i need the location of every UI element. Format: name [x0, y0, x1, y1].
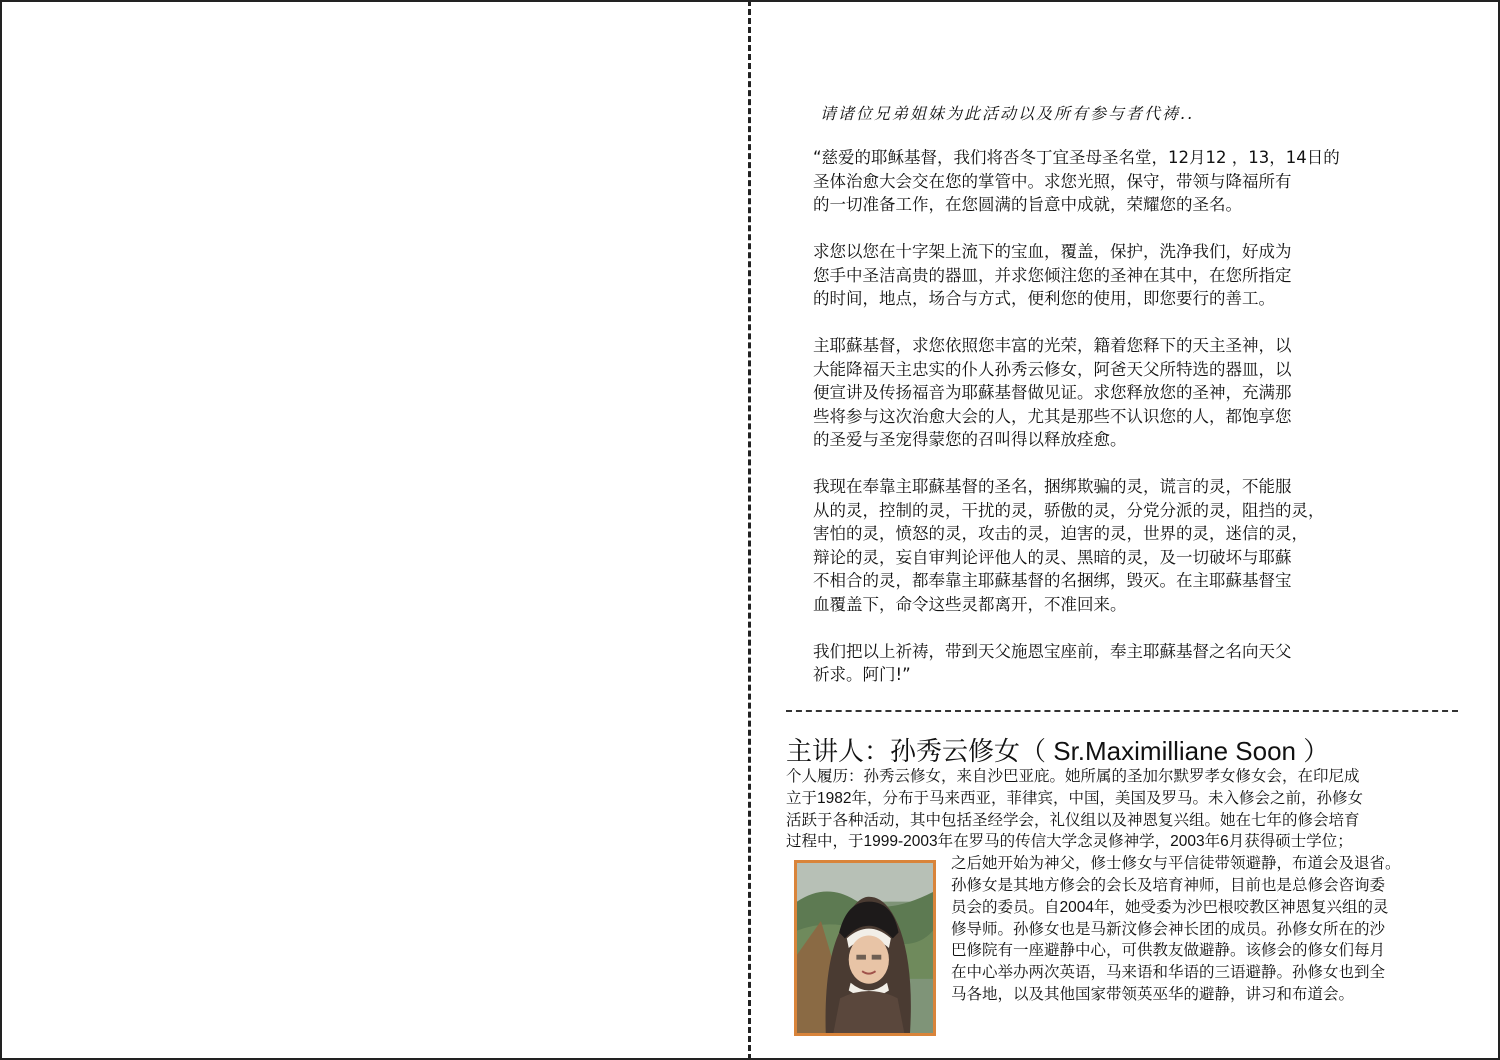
prayer-paragraph: 求您以您在十字架上流下的宝血，覆盖，保护，洗净我们，好成为 您手中圣洁高贵的器皿，并求您倾注您的圣神在其中，在您所指定 的时间，地点，场合与方式，便利您的使用，即您要行的善工。 — [813, 242, 1292, 308]
right-page — [786, 0, 1476, 1060]
prayer-text — [813, 146, 1413, 710]
intro-request: 请诸位兄弟姐妹为此活动以及所有参与者代祷.. — [820, 104, 1195, 123]
fold-dashed-line — [748, 0, 751, 1060]
bio-line: 孙修女是其地方修会的会长及培育神师，目前也是总修会咨询委 — [951, 876, 1386, 894]
prayer-paragraph: 我们把以上祈祷，带到天父施恩宝座前，奉主耶蘇基督之名向天父 祈求。阿门!” — [813, 641, 1292, 684]
bio-line: 修导师。孙修女也是马新汶修会神长团的成员。孙修女所在的沙 — [951, 920, 1386, 938]
bio-line: 在中心举办两次英语，马来语和华语的三语避静。孙修女也到全 — [951, 964, 1386, 982]
bio-line: 之后她开始为神父，修士修女与平信徒带领避静，布道会及退省。 — [951, 855, 1401, 873]
speaker-photo — [794, 860, 936, 1036]
speaker-title: 主讲人：孙秀云修女（ Sr.Maximilliane Soon ） — [786, 736, 1330, 766]
portrait-illustration — [797, 863, 933, 1033]
prayer-paragraph: 主耶蘇基督，求您依照您丰富的光荣，籍着您释下的天主圣神，以 大能降福天主忠实的仆人孙秀云修女，阿爸天父所特选的器皿，以 便宣讲及传扬福音为耶蘇基督做见证。求您释放您的圣神，充满那 些将参与这次治愈大会的人，尤其是那些不认识您的人，都饱享您 的圣爱与圣宠得蒙您的召叫得以释放痊愈。 — [813, 336, 1292, 449]
bio-line: 过程中，于1999-2003年在罗马的传信大学念灵修神学，2003年6月获得硕士学位； — [786, 833, 1353, 851]
bio-line: 立于1982年，分布于马来西亚，菲律宾，中国，美国及罗马。未入修会之前，孙修女 — [786, 789, 1363, 807]
bio-line: 员会的委员。自2004年，她受委为沙巴根咬教区神恩复兴组的灵 — [951, 898, 1389, 916]
prayer-paragraph: 我现在奉靠主耶蘇基督的圣名，捆绑欺骗的灵，谎言的灵，不能服 从的灵，控制的灵，干扰的灵，骄傲的灵，分党分派的灵，阻挡的灵， 害怕的灵，愤怒的灵，攻击的灵，迫害的灵，世界的灵，迷信的灵， 辩论的灵，妄自审判论评他人的灵、黑暗的灵，及一切破坏与耶蘇 不相合的灵，都奉靠主耶蘇基督的名捆绑，毁灭。在主耶蘇基督宝 血覆盖下，命令这些灵都离开，不准回来。 — [813, 477, 1325, 614]
bio-line: 马各地，以及其他国家带领英巫华的避静，讲习和布道会。 — [951, 985, 1355, 1003]
bio-line: 个人履历：孙秀云修女，来自沙巴亚庇。她所属的圣加尔默罗孝女修女会，在印尼成 — [786, 768, 1360, 785]
section-separator — [786, 710, 1458, 712]
prayer-paragraph: “慈爱的耶稣基督，我们将呇冬丁宜圣母圣名堂，12月12 ，13，14日的 圣体治愈大会交在您的掌管中。求您光照，保守，带领与降福所有 的一切准备工作，在您圆满的旨意中成就，荣耀您的圣名。 — [813, 148, 1340, 214]
bio-line: 活跃于各种活动，其中包括圣经学会，礼仪组以及神恩复兴组。她在七年的修会培育 — [786, 811, 1360, 829]
bio-line: 巴修院有一座避静中心，可供教友做避静。该修会的修女们每月 — [951, 942, 1386, 960]
